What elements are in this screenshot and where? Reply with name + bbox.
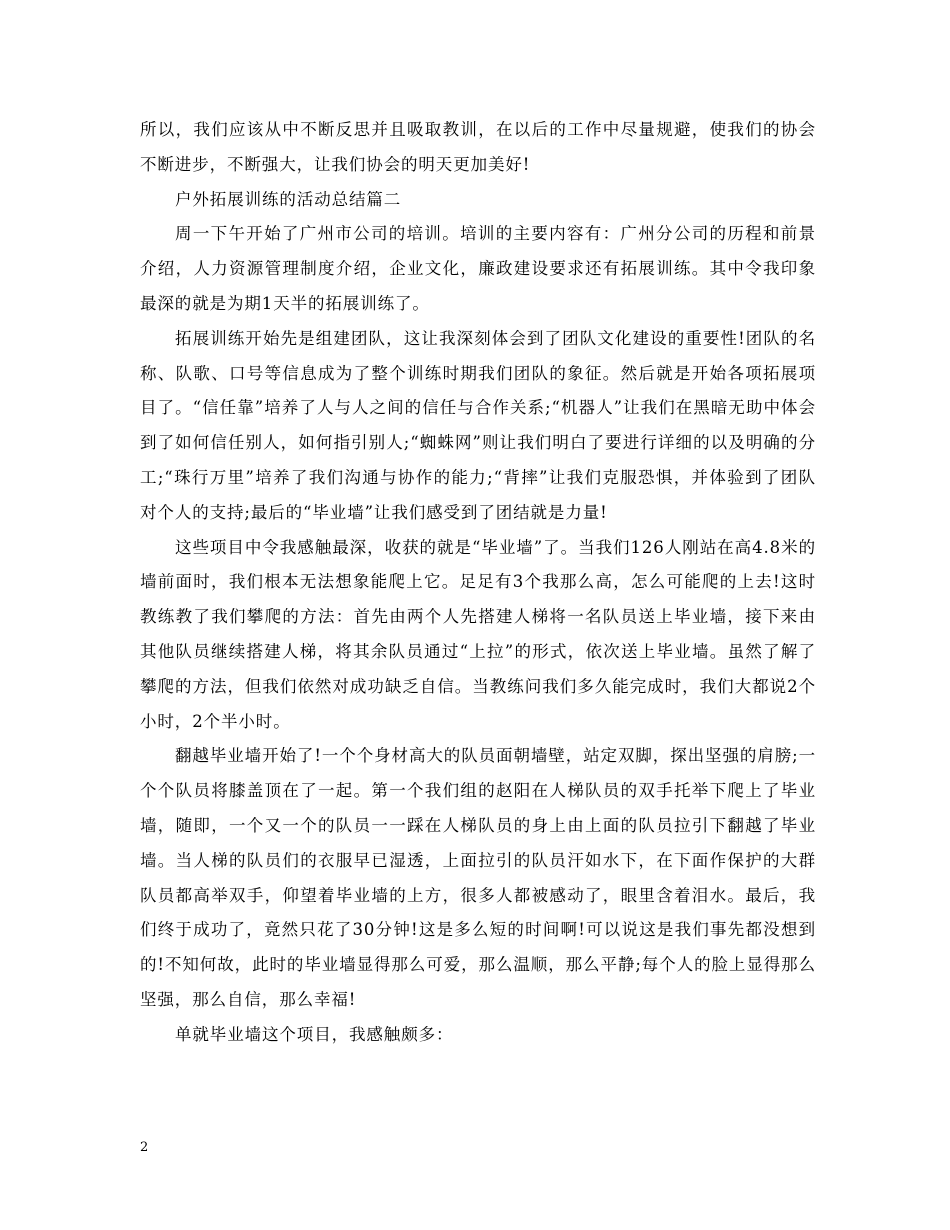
paragraph-2: 周一下午开始了广州市公司的培训。培训的主要内容有：广州分公司的历程和前景介绍，人力资源管理制度介绍，企业文化，廉政建设要求还有拓展训练。其中令我印象最深的就是为期1天半的拓展训练了。 xyxy=(140,224,816,313)
paragraph-3: 拓展训练开始先是组建团队，这让我深刻体会到了团队文化建设的重要性!团队的名称、队歌、口号等信息成为了整个训练时期我们团队的象征。然后就是开始各项拓展项目了。“信任靠”培养了人与人之间的信任与合作关系;“机器人”让我们在黑暗无助中体会到了如何信任别人，如何指引别人;“蜘蛛网”则让我们明白了要进行详细的以及明确的分工;“珠行万里”培养了我们沟通与协作的能力;“背摔”让我们克服恐惧，并体验到了团队对个人的支持;最后的“毕业墙”让我们感受到了团结就是力量! xyxy=(140,328,816,522)
paragraph-1: 所以，我们应该从中不断反思并且吸取教训，在以后的工作中尽量规避，使我们的协会不断进步，不断强大，让我们协会的明天更加美好! xyxy=(140,120,816,174)
paragraph-4: 这些项目中令我感触最深，收获的就是“毕业墙”了。当我们126人刚站在高4.8米的墙前面时，我们根本无法想象能爬上它。足足有3个我那么高，怎么可能爬的上去!这时教练教了我们攀爬的方法：首先由两个人先搭建人梯将一名队员送上毕业墙，接下来由其他队员继续搭建人梯，将其余队员通过“上拉”的形式，依次送上毕业墙。虽然了解了攀爬的方法，但我们依然对成功缺乏自信。当教练问我们多久能完成时，我们大都说2个小时，2个半小时。 xyxy=(140,537,816,731)
document-body xyxy=(140,113,816,1053)
paragraph-5: 翻越毕业墙开始了!一个个身材高大的队员面朝墙壁，站定双脚，探出坚强的肩膀;一个个队员将膝盖顶在了一起。第一个我们组的赵阳在人梯队员的双手托举下爬上了毕业墙，随即，一个又一个的队员一一踩在人梯队员的身上由上面的队员拉引下翻越了毕业墙。当人梯的队员们的衣服早已湿透，上面拉引的队员汗如水下，在下面作保护的大群队员都高举双手，仰望着毕业墙的上方，很多人都被感动了，眼里含着泪水。最后，我们终于成功了，竟然只花了30分钟!这是多么短的时间啊!可以说这是我们事先都没想到的!不知何故，此时的毕业墙显得那么可爱，那么温顺，那么平静;每个人的脸上显得那么坚强，那么自信，那么幸福! xyxy=(140,746,816,1009)
page-number: 2 xyxy=(140,1140,149,1155)
paragraph-6: 单就毕业墙这个项目，我感触颇多： xyxy=(175,1024,454,1044)
section-heading: 户外拓展训练的活动总结篇二 xyxy=(175,189,402,209)
